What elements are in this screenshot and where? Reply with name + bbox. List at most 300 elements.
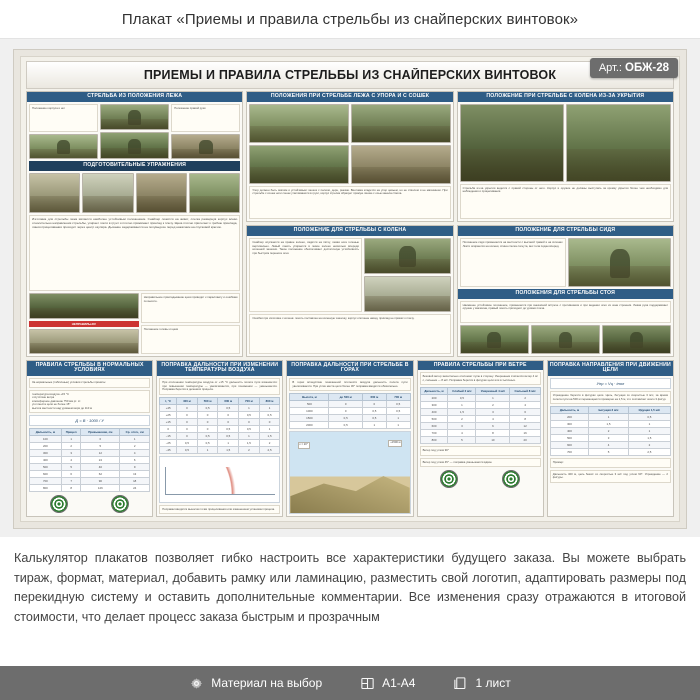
- cell: 1: [218, 439, 239, 446]
- cell: −15: [160, 432, 177, 439]
- cell: 0,5: [197, 439, 218, 446]
- target-icon: [502, 470, 520, 488]
- cell: 0: [177, 418, 198, 425]
- formula: Упр = Vц · tпол: [550, 378, 671, 389]
- photo: [351, 145, 451, 184]
- col-header: 600 м: [218, 397, 239, 404]
- panel-title: СТРЕЛЬБА ИЗ ПОЛОЖЕНИЯ ЛЕЖА: [27, 92, 242, 102]
- table-normal: [29, 428, 150, 492]
- cell: 800: [30, 485, 62, 492]
- cell: 0,5: [239, 411, 260, 418]
- table-row: [160, 404, 280, 411]
- table-row: [290, 408, 410, 415]
- legend-item: Ветер под углом 45° — поправка уменьшается вдвое: [420, 458, 541, 467]
- table-row: [420, 416, 540, 423]
- cell: 4: [61, 457, 81, 464]
- cell: 400: [550, 428, 588, 435]
- cell: 18: [120, 478, 150, 485]
- table-row: [290, 401, 410, 408]
- col-header: Дальность, м: [30, 429, 62, 436]
- panel-body: [287, 376, 412, 516]
- cell: 3: [476, 409, 510, 416]
- panel-note: Неправильное прикладывание щеки приводит к параллаксу и ошибкам по высоте.: [141, 293, 241, 322]
- cell: 0: [197, 418, 218, 425]
- footer-item-material[interactable]: [189, 676, 322, 691]
- cell: −45: [160, 446, 177, 453]
- table-mountains: [289, 393, 410, 429]
- table-row: [30, 471, 150, 478]
- cell: 400: [420, 409, 448, 416]
- table-row: [420, 402, 540, 409]
- table-row: [30, 457, 150, 464]
- cell: 2: [510, 395, 540, 402]
- panel-subtitle: ПОДГОТОВИТЕЛЬНЫЕ УПРАЖНЕНИЯ: [29, 161, 240, 171]
- formula: Д = В · 1000 / У: [29, 415, 150, 426]
- cell: 10: [476, 437, 510, 444]
- footer-item-label: А1-А4: [382, 676, 416, 690]
- cell: 12: [81, 450, 120, 457]
- cell: 200: [420, 395, 448, 402]
- cell: 1500: [290, 415, 329, 422]
- table-row: [30, 485, 150, 492]
- cell: 0: [81, 436, 120, 443]
- cell: 1,5: [259, 432, 280, 439]
- panel-kneel-cover: [457, 91, 674, 222]
- cell: −25: [160, 439, 177, 446]
- table-row: [420, 430, 540, 437]
- list-item: угол места цели не более 15°: [32, 402, 71, 407]
- cell: 4: [120, 450, 150, 457]
- photo: [568, 238, 671, 287]
- photo: [249, 145, 349, 184]
- photo: [29, 329, 139, 354]
- photo: [136, 173, 187, 213]
- cell: 0: [239, 418, 260, 425]
- cell: 6: [120, 457, 150, 464]
- cell: 700: [420, 430, 448, 437]
- panel-body: [247, 236, 452, 356]
- panel-normal-conditions: [26, 360, 153, 517]
- panel-body: [458, 299, 673, 356]
- table-row: [550, 449, 670, 456]
- cell: 90: [81, 478, 120, 485]
- cell: 4: [448, 430, 476, 437]
- photo: [189, 173, 240, 213]
- height-label: +1500 м: [388, 440, 402, 447]
- panel-rest: [246, 91, 453, 222]
- table-row: [30, 478, 150, 485]
- cell: 1,5: [589, 421, 629, 428]
- cell: 9: [120, 464, 150, 471]
- cell: 6: [61, 471, 81, 478]
- cell: 5: [61, 464, 81, 471]
- panel-sitting-standing: [457, 225, 674, 356]
- panel-mountains: [286, 360, 413, 517]
- cell: 1,5: [448, 409, 476, 416]
- cell: 200: [550, 414, 588, 421]
- panel-text: Изготовка для стрельбы лежа является наиболее устойчивым положением. Снайпер ложится на живот, слегка развернув корпус влево относительно направления стрельбы, упирает локти в грунт и плотно прижимает приклад к плечу. Щека плотно прилегает к гребню приклада, линия прицеливания проходит через центр окуляра. Дыхание задерживается на полувыдохе перед нажатием на спусковой крючок.: [29, 215, 240, 291]
- col-header: Превышение, см: [81, 429, 120, 436]
- footer-bar: [0, 666, 700, 700]
- angle-label: ε = 20°: [298, 442, 310, 449]
- cell: 0,5: [197, 404, 218, 411]
- panel-text: Снайпер опускается на правое колено, садится на пятку, левая нога голенью вертикально. Левый локоть упирается в левое колено несколько впереди коленной чашечки. Такое положение обеспечивает достаточную устойчивость при быстром переносе огня.: [249, 238, 362, 312]
- table-row: [420, 395, 540, 402]
- cell: 13: [120, 471, 150, 478]
- cell: +45: [160, 404, 177, 411]
- table-row: [550, 414, 670, 421]
- cell: 300: [550, 421, 588, 428]
- cell: 0,5: [177, 446, 198, 453]
- cell: 0,5: [197, 432, 218, 439]
- cell: 800: [420, 437, 448, 444]
- cell: 0,5: [628, 414, 670, 421]
- cell: 0: [160, 425, 177, 432]
- cell: 500: [550, 435, 588, 442]
- example-text: Дальность 400 м, цель бежит со скоростью 3 м/с под углом 90°. Упреждение — 2 фигуры.: [550, 470, 671, 483]
- cell: 0,5: [218, 404, 239, 411]
- poster-grid: [26, 91, 674, 517]
- panel-wind: [417, 360, 544, 517]
- cell: 1: [476, 395, 510, 402]
- cell: 16: [510, 430, 540, 437]
- panel-body: [157, 376, 282, 516]
- table-row: [160, 418, 280, 425]
- article-value: ОБЖ-28: [625, 62, 669, 74]
- panel-text: Упреждение берется в фигурах цели. Цель, бегущая со скоростью 3 м/с, за время полета пули на 500 м перемещается примерно на 1,5 м, что составляет около 3 фигур.: [550, 391, 671, 404]
- cell: 12: [510, 423, 540, 430]
- poster-heading: [26, 61, 674, 89]
- cell: 8: [61, 485, 81, 492]
- cell: 1: [448, 402, 476, 409]
- photo: [566, 104, 671, 182]
- cell: 0: [218, 411, 239, 418]
- photo: [29, 173, 80, 213]
- col-header: Дальность, м: [550, 407, 588, 414]
- cell: 2: [120, 443, 150, 450]
- col-header: Сильный 8 м/с: [510, 388, 540, 395]
- panel-title: ПОПРАВКА НАПРАВЛЕНИЯ ПРИ ДВИЖЕНИИ ЦЕЛИ: [548, 361, 673, 376]
- panel-title: ПОЛОЖЕНИЕ ДЛЯ СТРЕЛЬБЫ С КОЛЕНА: [247, 226, 452, 236]
- panel-title: ПОЛОЖЕНИЕ ДЛЯ СТРЕЛЬБЫ СИДЯ: [458, 226, 673, 236]
- cell: 1: [61, 436, 81, 443]
- cell: 0: [177, 432, 198, 439]
- col-header: 500 м: [197, 397, 218, 404]
- panel-body: [247, 102, 452, 222]
- cell: 1: [362, 422, 386, 429]
- cell: 1: [628, 421, 670, 428]
- table-row: [30, 450, 150, 457]
- cell: 0: [259, 418, 280, 425]
- cell: 0: [177, 411, 198, 418]
- cell: 500: [30, 464, 62, 471]
- table-wind: [420, 387, 541, 444]
- cell: 0,5: [218, 432, 239, 439]
- cell: 2: [589, 428, 629, 435]
- cell: 2: [61, 443, 81, 450]
- table-row: [550, 435, 670, 442]
- panel-kneeling: [246, 225, 453, 356]
- col-header: Высота, м: [290, 394, 329, 401]
- cell: 0: [362, 401, 386, 408]
- cell: 8: [476, 430, 510, 437]
- cell: 600: [550, 442, 588, 449]
- cell: 0: [329, 401, 363, 408]
- cell: 1: [386, 422, 410, 429]
- photo: [531, 325, 600, 353]
- terrain-diagram: [289, 431, 410, 514]
- cell: 0,5: [362, 408, 386, 415]
- panel-title: ПОЛОЖЕНИЕ ПРИ СТРЕЛЬБЕ С КОЛЕНА ИЗ-ЗА УКРЫТИЯ: [458, 92, 673, 102]
- cell: 600: [30, 471, 62, 478]
- footer-item-label: 1 лист: [475, 676, 511, 690]
- panel-body: [27, 102, 242, 356]
- panel-body: [458, 102, 673, 222]
- photo: [351, 104, 451, 143]
- photo: [100, 104, 169, 131]
- col-header: 600 м: [362, 394, 386, 401]
- photo: [602, 325, 671, 353]
- panel-title: ПРАВИЛА СТРЕЛЬБЫ В НОРМАЛЬНЫХ УСЛОВИЯХ: [27, 361, 152, 376]
- cell: 1000: [290, 408, 329, 415]
- col-header: 700 м: [386, 394, 410, 401]
- table-row: [160, 432, 280, 439]
- cell: 20: [510, 437, 540, 444]
- cell: 24: [81, 457, 120, 464]
- cell: 2: [476, 402, 510, 409]
- product-description: Калькулятор плакатов позволяет гибко настроить все характеристики будущего заказа. Вы можете выбрать тираж, формат, материал, добавить рамку или ламинацию, разместить свой логотип, адаптировать размеры под перекидную систему и оставить дополнительные комментарии. Все изменения сразу отражаются в итоговой стоимости, что делает процесс заказа быстрым и прозрачным: [14, 551, 686, 624]
- cell: 500: [290, 401, 329, 408]
- panel-body: [418, 370, 543, 516]
- cell: 1: [386, 415, 410, 422]
- photo: [82, 173, 133, 213]
- cell: 0,5: [448, 395, 476, 402]
- table-row: [420, 423, 540, 430]
- cell: 6: [476, 423, 510, 430]
- col-header: t, °С: [160, 397, 177, 404]
- cell: 5: [589, 449, 629, 456]
- cell: 5: [81, 443, 120, 450]
- cell: 3: [589, 435, 629, 442]
- cell: 40: [81, 464, 120, 471]
- table-row: [550, 421, 670, 428]
- panel-body: [27, 376, 152, 516]
- cell: 1: [628, 428, 670, 435]
- panel-caption: Ошибки при изготовке с колена: локоть поставлен на коленную чашечку, корпус отклонен назад, приклад не прижат к плечу.: [249, 314, 450, 354]
- cell: 0,5: [386, 408, 410, 415]
- panel-moving-target: [547, 360, 674, 517]
- table-row: [30, 443, 150, 450]
- panel-title: ПОПРАВКА ДАЛЬНОСТИ ПРИ ИЗМЕНЕНИИ ТЕМПЕРАТУРЫ ВОЗДУХА: [157, 361, 282, 376]
- trajectory-chart: [159, 456, 280, 503]
- cell: 0: [177, 404, 198, 411]
- cell: 1: [120, 436, 150, 443]
- col-header: Дальность, м: [420, 388, 448, 395]
- cell: 4: [510, 402, 540, 409]
- cell: 400: [30, 457, 62, 464]
- article-label: Арт.:: [598, 62, 622, 74]
- cell: 300: [420, 402, 448, 409]
- col-header: 700 м: [239, 397, 260, 404]
- table-row: [550, 428, 670, 435]
- panel-body: [548, 376, 673, 516]
- footer-item-sheets[interactable]: [453, 676, 510, 691]
- col-header: 800 м: [259, 397, 280, 404]
- cell: +25: [160, 411, 177, 418]
- col-header: Умеренный 4 м/с: [476, 388, 510, 395]
- cell: 2,5: [628, 449, 670, 456]
- cell: 0,5: [329, 415, 363, 422]
- page-title: Плакат «Приемы и правила стрельбы из снайперских винтовок»: [0, 0, 700, 39]
- cell: 1,5: [628, 435, 670, 442]
- col-header: Ср. откл., см: [120, 429, 150, 436]
- cell: 126: [81, 485, 120, 492]
- cell: 0,5: [239, 425, 260, 432]
- col-header: Прицел: [61, 429, 81, 436]
- rules-row: [26, 360, 674, 517]
- cell: 0,5: [362, 415, 386, 422]
- table-moving: [550, 406, 671, 456]
- cell: 0,5: [177, 439, 198, 446]
- table-row: [160, 446, 280, 453]
- photo: [100, 132, 169, 159]
- cell: 2: [628, 442, 670, 449]
- col-header: до 500 м: [329, 394, 363, 401]
- table-row: [550, 442, 670, 449]
- table-temperature: [159, 397, 280, 454]
- col-header: Бегущая 3 м/с: [589, 407, 629, 414]
- panel-temperature: [156, 360, 283, 517]
- table-row: [160, 425, 280, 432]
- cell: 4: [589, 442, 629, 449]
- panel-text: Упор должен быть мягким и устойчивым: мешок с песком, дерн, рюкзак. Винтовка кладется на упор цевьем, но не стволом и не магазином. При стрельбе с сошек ноги сошек утапливаются в грунт, корпус стрелка образует прямую линию с осью канала ствола.: [249, 186, 450, 219]
- panel-note: Положение головы и щеки: [141, 325, 241, 354]
- cell: 700: [550, 449, 588, 456]
- photo: [364, 238, 451, 274]
- cell: 1: [589, 414, 629, 421]
- table-row: [30, 464, 150, 471]
- photo: [29, 134, 98, 159]
- table-row: [290, 415, 410, 422]
- warning-label: НЕПРАВИЛЬНО!: [29, 321, 139, 327]
- cell: 2000: [290, 422, 329, 429]
- cell: 500: [420, 416, 448, 423]
- panel-text: При отклонении температуры воздуха от +15 °С дальность полета пули изменяется: при повышении температуры — увеличивается, при понижении — уменьшается. Поправка берется в делениях прицела.: [159, 378, 280, 394]
- photo: [29, 293, 139, 318]
- cell: 6: [510, 409, 540, 416]
- cell: 1,5: [218, 446, 239, 453]
- poster[interactable]: [13, 49, 687, 529]
- cell: 100: [30, 436, 62, 443]
- panel-intro: За нормальные (табличные) условия стрельбы приняты:: [29, 378, 150, 387]
- list-item: атмосферное давление 750 мм рт. ст.: [32, 398, 81, 403]
- cell: 7: [61, 478, 81, 485]
- cell: 1,5: [239, 439, 260, 446]
- cell: 4: [476, 416, 510, 423]
- cell: 1: [259, 404, 280, 411]
- table-row: [160, 439, 280, 446]
- panel-prone: [26, 91, 243, 357]
- panel-text: В горах вследствие пониженной плотности воздуха дальность полета пули увеличивается. При углах места цели более 30° поправка вводится обязательно.: [289, 378, 410, 391]
- format-icon: [360, 676, 375, 691]
- cell: 1: [239, 432, 260, 439]
- panel-title: ПОЛОЖЕНИЯ ДЛЯ СТРЕЛЬБЫ СТОЯ: [458, 289, 673, 299]
- footer-item-format[interactable]: [360, 676, 415, 691]
- col-header: Слабый 2 м/с: [448, 388, 476, 395]
- sheet-icon: [453, 676, 468, 691]
- panel-text: Наименее устойчивое положение, применяется при внезапной встрече с противником и при ведении огня из окна строения. Левая рука поддерживает оружие у магазина, правый локоть приподнят до уровня плеча.: [460, 301, 671, 323]
- footer-item-label: Материал на выбор: [211, 676, 323, 690]
- cell: 0,5: [259, 411, 280, 418]
- cell: 300: [30, 450, 62, 457]
- cell: 0,5: [329, 422, 363, 429]
- cell: 5: [448, 437, 476, 444]
- panel-note: Поправки вводятся выносом точки прицеливания или изменением установки прицела.: [159, 505, 280, 514]
- list-item: температура воздуха +15 °С: [32, 391, 70, 396]
- cell: 62: [81, 471, 120, 478]
- photo: [249, 104, 349, 143]
- table-row: [160, 411, 280, 418]
- cell: 1: [197, 446, 218, 453]
- poster-inner: [20, 56, 680, 522]
- panel-title: ПОПРАВКА ДАЛЬНОСТИ ПРИ СТРЕЛЬБЕ В ГОРАХ: [287, 361, 412, 376]
- panel-title: ПРАВИЛА СТРЕЛЬБЫ ПРИ ВЕТРЕ: [418, 361, 543, 371]
- target-icon: [440, 470, 458, 488]
- target-icon: [50, 495, 68, 513]
- cell: 600: [420, 423, 448, 430]
- cell: 3: [61, 450, 81, 457]
- cell: 2: [259, 439, 280, 446]
- table-row: [420, 409, 540, 416]
- panel-note: Положение корпуса и ног: [29, 104, 98, 133]
- cell: 2: [448, 416, 476, 423]
- cell: 0,5: [386, 401, 410, 408]
- cell: 0: [177, 425, 198, 432]
- photo: [460, 104, 565, 182]
- list-item: отсутствие ветра: [32, 395, 55, 400]
- poster-preview[interactable]: [0, 39, 700, 537]
- cell: 200: [30, 443, 62, 450]
- col-header: 400 м: [177, 397, 198, 404]
- article-badge: [590, 58, 678, 78]
- col-header: Идущая 1,5 м/с: [628, 407, 670, 414]
- cell: 24: [120, 485, 150, 492]
- panel-body: [458, 236, 673, 289]
- legend-item: Ветер под углом 90°: [420, 446, 541, 455]
- cell: 3: [448, 423, 476, 430]
- photo: [460, 325, 529, 353]
- table-row: [420, 437, 540, 444]
- poster-heading-text: ПРИЕМЫ И ПРАВИЛА СТРЕЛЬБЫ ИЗ СНАЙПЕРСКИХ ВИНТОВОК: [143, 68, 557, 82]
- list-item: высота местности над уровнем моря до 110 м: [32, 405, 92, 410]
- table-row: [30, 436, 150, 443]
- panel-text: Боковой ветер значительно отклоняет пулю в сторону. Умеренным считается ветер 4 м/с, сильным — 8 м/с. Поправка берется в фигурах цели или в тысячных.: [420, 372, 541, 385]
- cell: 1: [239, 404, 260, 411]
- example-title: Пример:: [550, 458, 671, 467]
- cell: 2: [239, 446, 260, 453]
- panel-text: Стрельба из-за укрытия ведется с правой стороны от него. Корпус и оружие не должны выступать за кромку укрытия более чем необходимо для наблюдения и прицеливания.: [460, 184, 671, 219]
- target-icon: [111, 495, 129, 513]
- photo: [364, 276, 451, 312]
- cell: 700: [30, 478, 62, 485]
- gear-icon: [189, 676, 204, 691]
- panel-title: ПОЛОЖЕНИЯ ПРИ СТРЕЛЬБЕ ЛЕЖА С УПОРА И С СОШЕК: [247, 92, 452, 102]
- panel-note: Положение правой руки: [171, 104, 240, 133]
- cell: 0,5: [218, 425, 239, 432]
- cell: 0: [329, 408, 363, 415]
- cell: 0: [197, 425, 218, 432]
- cell: 0: [197, 411, 218, 418]
